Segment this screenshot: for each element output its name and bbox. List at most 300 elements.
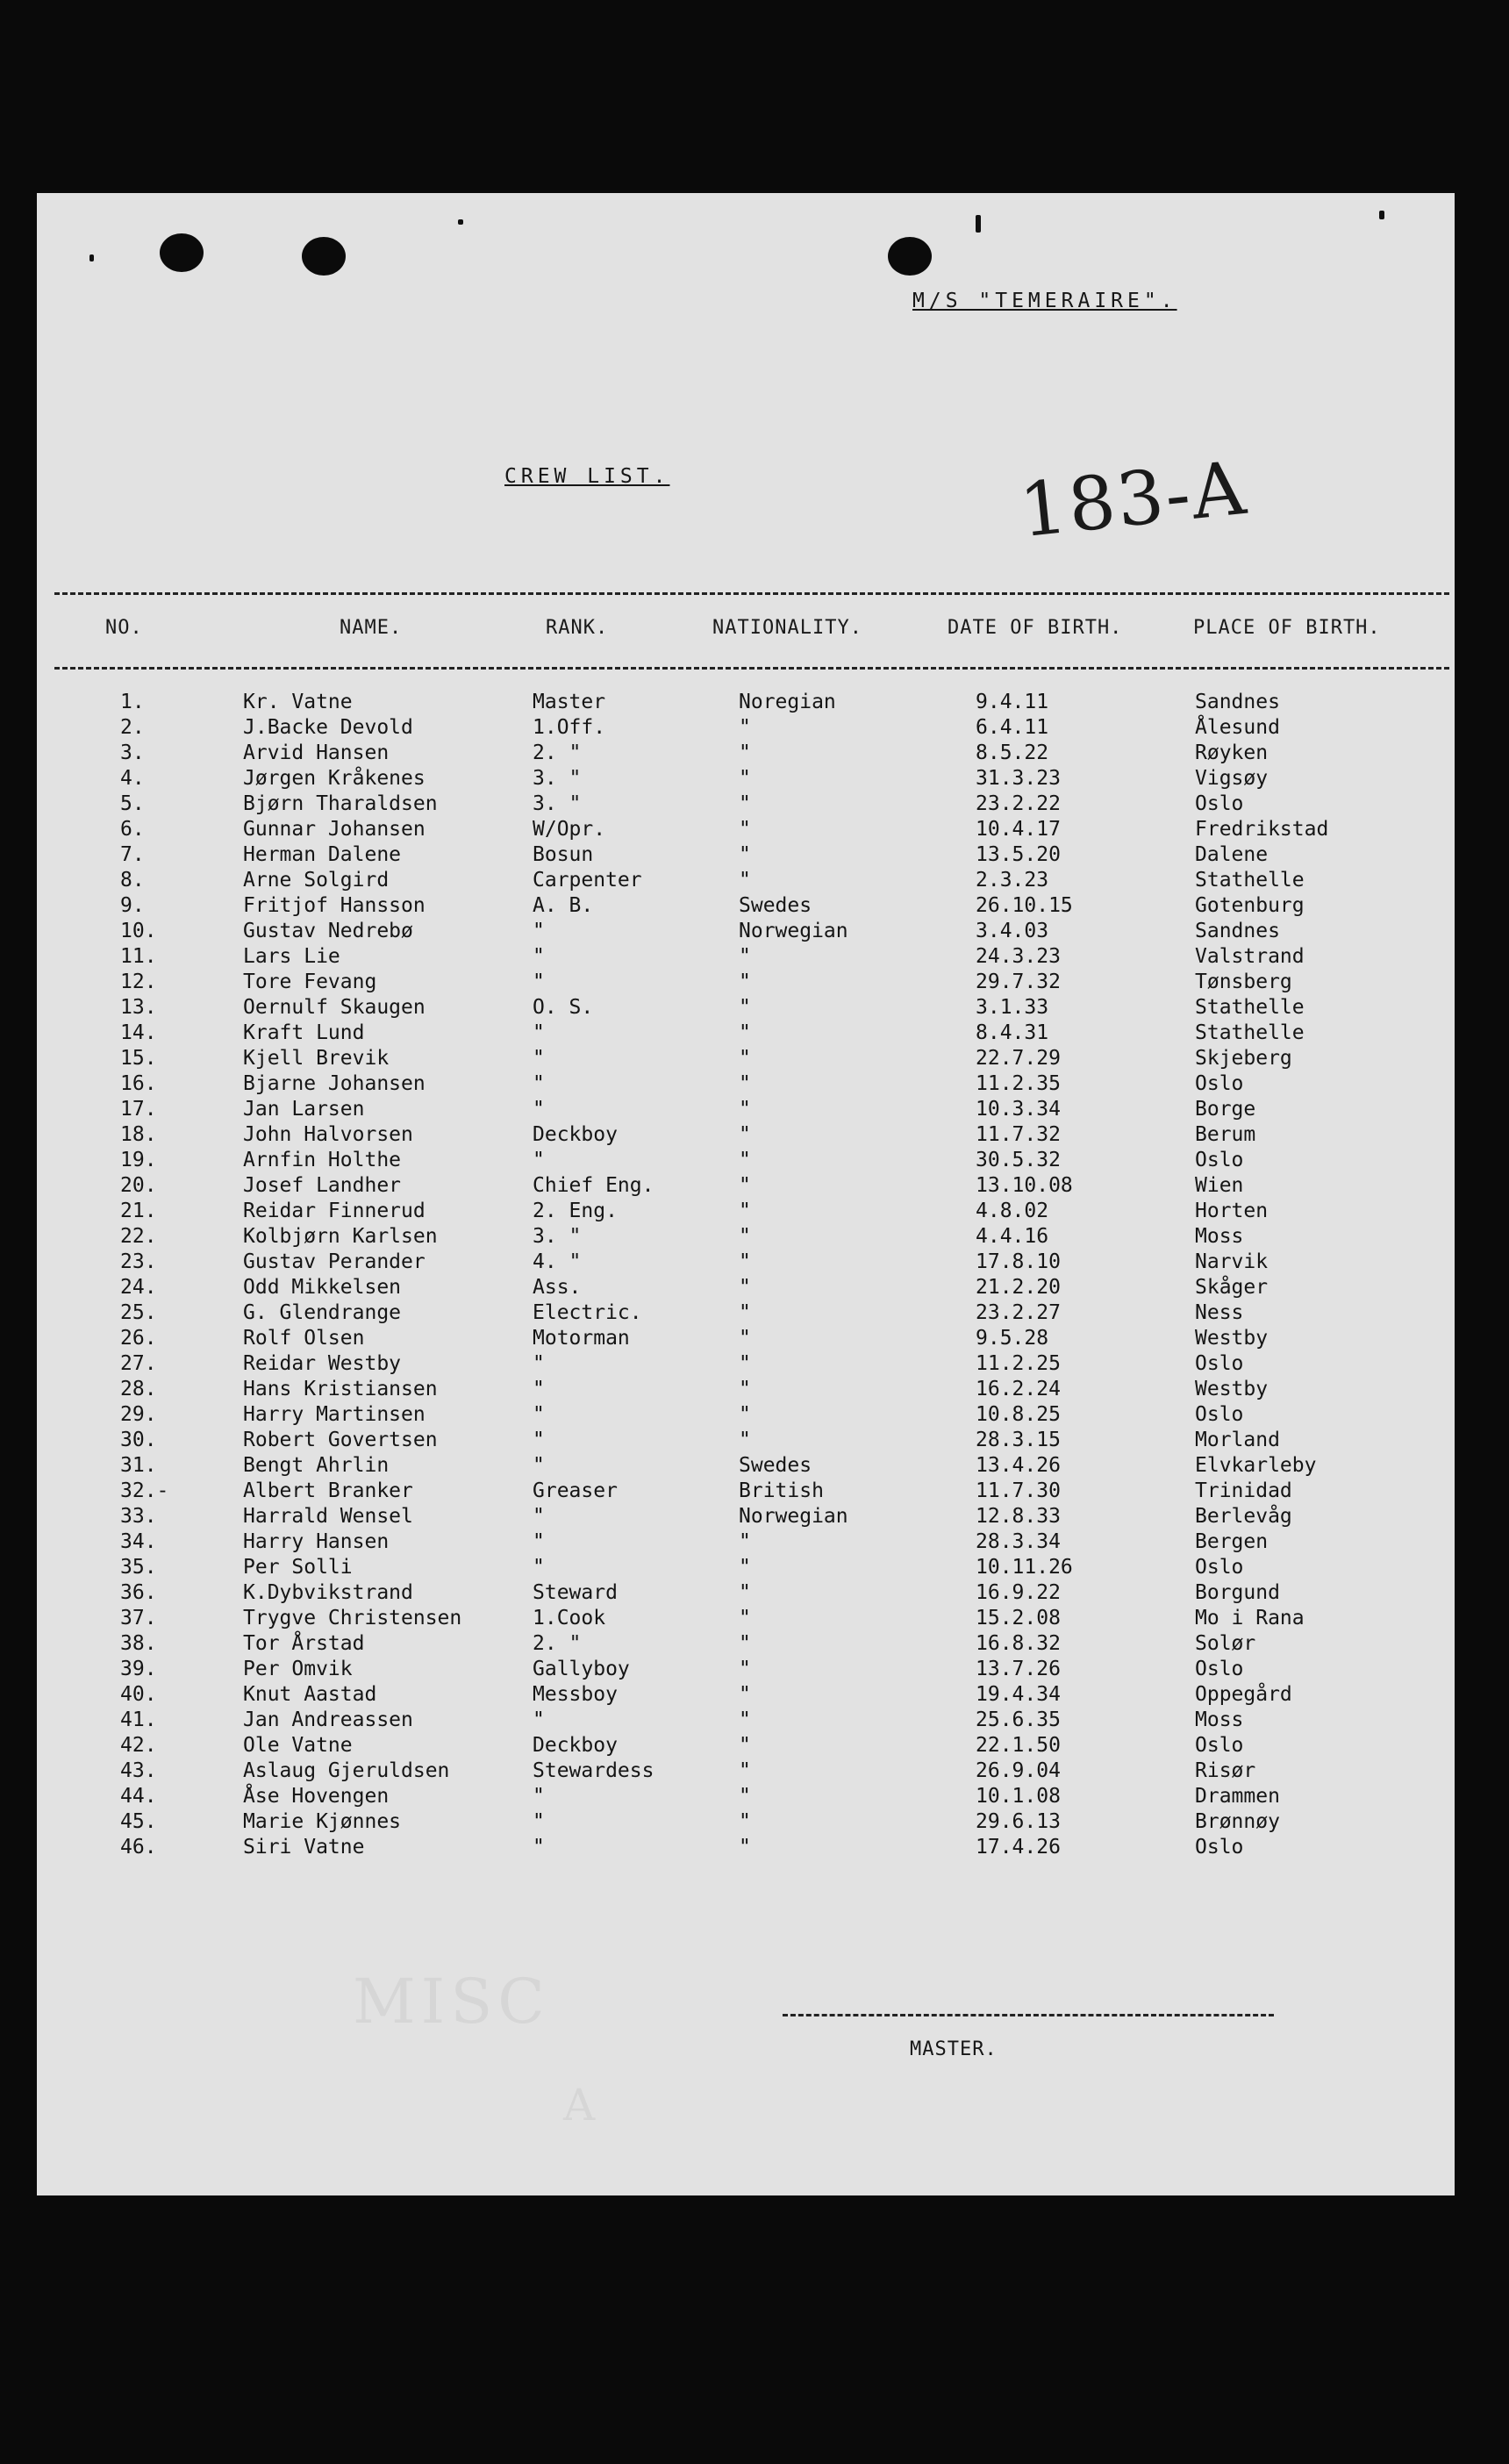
crew-name: Jørgen Kråkenes	[243, 767, 426, 790]
crew-rank: 1.Off.	[533, 716, 606, 739]
crew-rank: Master	[533, 691, 606, 713]
crew-place-of-birth: Drammen	[1195, 1785, 1280, 1808]
crew-rank: 4. "	[533, 1250, 582, 1273]
crew-place-of-birth: Oslo	[1195, 1556, 1244, 1579]
table-row	[37, 945, 1455, 971]
crew-place-of-birth: Narvik	[1195, 1250, 1269, 1273]
table-row	[37, 1836, 1455, 1861]
crew-place-of-birth: Moss	[1195, 1225, 1244, 1248]
crew-name: Jan Andreassen	[243, 1708, 413, 1731]
crew-name: Arvid Hansen	[243, 741, 390, 764]
crew-rank: 1.Cook	[533, 1607, 606, 1630]
crew-rank: Gallyboy	[533, 1658, 630, 1680]
crew-rank: "	[533, 1530, 545, 1553]
table-row	[37, 843, 1455, 869]
crew-nationality: "	[739, 1683, 751, 1706]
table-row	[37, 1429, 1455, 1454]
crew-place-of-birth: Borge	[1195, 1098, 1256, 1121]
crew-date-of-birth: 13.4.26	[976, 1454, 1061, 1477]
crew-date-of-birth: 16.8.32	[976, 1632, 1061, 1655]
crew-no: 29.	[120, 1403, 157, 1426]
crew-no: 5.	[120, 792, 145, 815]
table-row	[37, 1072, 1455, 1098]
crew-no: 35.	[120, 1556, 157, 1579]
table-row	[37, 691, 1455, 716]
table-row	[37, 996, 1455, 1021]
crew-rank: Stewardess	[533, 1759, 654, 1782]
crew-place-of-birth: Moss	[1195, 1708, 1244, 1731]
crew-name: Rolf Olsen	[243, 1327, 365, 1350]
table-row	[37, 767, 1455, 792]
crew-nationality: "	[739, 1658, 751, 1680]
bleed-through-text: A	[563, 2080, 601, 2131]
crew-no: 18.	[120, 1123, 157, 1146]
crew-place-of-birth: Stathelle	[1195, 1021, 1305, 1044]
table-row	[37, 1149, 1455, 1174]
crew-name: Kraft Lund	[243, 1021, 365, 1044]
crew-place-of-birth: Vigsøy	[1195, 767, 1269, 790]
table-row	[37, 1479, 1455, 1505]
crew-nationality: "	[739, 1072, 751, 1095]
crew-no: 30.	[120, 1429, 157, 1451]
bleed-through-text: MISC	[353, 1966, 550, 2038]
crew-no: 16.	[120, 1072, 157, 1095]
crew-date-of-birth: 8.5.22	[976, 741, 1049, 764]
crew-name: John Halvorsen	[243, 1123, 413, 1146]
crew-name: Gunnar Johansen	[243, 818, 426, 841]
crew-name: Aslaug Gjeruldsen	[243, 1759, 450, 1782]
crew-name: Per Omvik	[243, 1658, 353, 1680]
crew-no: 9.	[120, 894, 145, 917]
crew-date-of-birth: 17.8.10	[976, 1250, 1061, 1273]
crew-name: Odd Mikkelsen	[243, 1276, 402, 1299]
crew-date-of-birth: 28.3.15	[976, 1429, 1061, 1451]
crew-no: 45.	[120, 1810, 157, 1833]
crew-date-of-birth: 9.5.28	[976, 1327, 1049, 1350]
crew-no: 12.	[120, 971, 157, 993]
table-row	[37, 894, 1455, 920]
crew-nationality: "	[739, 1225, 751, 1248]
header-bottom-rule	[54, 667, 1449, 670]
crew-place-of-birth: Oslo	[1195, 1734, 1244, 1757]
crew-rank: Electric.	[533, 1301, 642, 1324]
crew-date-of-birth: 22.1.50	[976, 1734, 1061, 1757]
crew-rank: "	[533, 1429, 545, 1451]
crew-date-of-birth: 26.9.04	[976, 1759, 1061, 1782]
document-page	[37, 193, 1455, 2195]
crew-rank: "	[533, 1149, 545, 1171]
crew-nationality: "	[739, 1734, 751, 1757]
crew-name: Bengt Ahrlin	[243, 1454, 390, 1477]
crew-nationality: "	[739, 996, 751, 1019]
crew-nationality: "	[739, 1200, 751, 1222]
crew-rank: 2. "	[533, 1632, 582, 1655]
table-row	[37, 1352, 1455, 1378]
crew-no: 31.	[120, 1454, 157, 1477]
crew-nationality: "	[739, 1530, 751, 1553]
table-row	[37, 1327, 1455, 1352]
crew-date-of-birth: 16.9.22	[976, 1581, 1061, 1604]
crew-nationality: "	[739, 1556, 751, 1579]
crew-nationality: "	[739, 1327, 751, 1350]
crew-no: 34.	[120, 1530, 157, 1553]
crew-no: 15.	[120, 1047, 157, 1070]
crew-no: 11.	[120, 945, 157, 968]
crew-place-of-birth: Røyken	[1195, 741, 1269, 764]
crew-no: 1.	[120, 691, 145, 713]
crew-date-of-birth: 23.2.22	[976, 792, 1061, 815]
table-row	[37, 1556, 1455, 1581]
crew-nationality: "	[739, 792, 751, 815]
crew-nationality: British	[739, 1479, 824, 1502]
crew-no: 2.	[120, 716, 145, 739]
table-row	[37, 1708, 1455, 1734]
crew-name: Gustav Perander	[243, 1250, 426, 1273]
table-row	[37, 920, 1455, 945]
crew-nationality: "	[739, 1607, 751, 1630]
crew-name: Robert Govertsen	[243, 1429, 438, 1451]
crew-place-of-birth: Fredrikstad	[1195, 818, 1329, 841]
crew-place-of-birth: Skjeberg	[1195, 1047, 1292, 1070]
crew-nationality: "	[739, 1378, 751, 1400]
punch-hole	[160, 233, 204, 272]
crew-no: 46.	[120, 1836, 157, 1859]
crew-place-of-birth: Valstrand	[1195, 945, 1305, 968]
crew-no: 20.	[120, 1174, 157, 1197]
crew-rank: "	[533, 1505, 545, 1528]
crew-name: Josef Landher	[243, 1174, 402, 1197]
table-row	[37, 1200, 1455, 1225]
crew-place-of-birth: Gotenburg	[1195, 894, 1305, 917]
crew-place-of-birth: Tønsberg	[1195, 971, 1292, 993]
crew-name: J.Backe Devold	[243, 716, 413, 739]
crew-name: Fritjof Hansson	[243, 894, 426, 917]
crew-no: 8.	[120, 869, 145, 892]
crew-date-of-birth: 29.7.32	[976, 971, 1061, 993]
crew-rank: "	[533, 920, 545, 942]
table-row	[37, 1581, 1455, 1607]
crew-name: Gustav Nedrebø	[243, 920, 413, 942]
crew-nationality: "	[739, 1708, 751, 1731]
crew-date-of-birth: 10.11.26	[976, 1556, 1073, 1579]
crew-rank: "	[533, 1454, 545, 1477]
crew-no: 13.	[120, 996, 157, 1019]
table-row	[37, 741, 1455, 767]
crew-rank: 2. "	[533, 741, 582, 764]
crew-date-of-birth: 2.3.23	[976, 869, 1049, 892]
crew-rank: Greaser	[533, 1479, 618, 1502]
crew-nationality: "	[739, 1123, 751, 1146]
crew-name: Harry Hansen	[243, 1530, 390, 1553]
crew-rank: "	[533, 945, 545, 968]
crew-rank: "	[533, 1836, 545, 1859]
crew-date-of-birth: 11.2.35	[976, 1072, 1061, 1095]
crew-place-of-birth: Wien	[1195, 1174, 1244, 1197]
crew-name: Reidar Finnerud	[243, 1200, 426, 1222]
crew-rank: "	[533, 1403, 545, 1426]
crew-rank: "	[533, 1047, 545, 1070]
crew-nationality: "	[739, 1301, 751, 1324]
crew-no: 37.	[120, 1607, 157, 1630]
crew-date-of-birth: 12.8.33	[976, 1505, 1061, 1528]
crew-place-of-birth: Skåger	[1195, 1276, 1269, 1299]
crew-date-of-birth: 19.4.34	[976, 1683, 1061, 1706]
crew-nationality: "	[739, 1581, 751, 1604]
crew-rank: Motorman	[533, 1327, 630, 1350]
crew-name: Arnfin Holthe	[243, 1149, 402, 1171]
crew-no: 23.	[120, 1250, 157, 1273]
crew-date-of-birth: 11.2.25	[976, 1352, 1061, 1375]
crew-rank: 3. "	[533, 1225, 582, 1248]
crew-no: 19.	[120, 1149, 157, 1171]
crew-rank: "	[533, 1098, 545, 1121]
crew-rank: "	[533, 1352, 545, 1375]
crew-nationality: Norwegian	[739, 1505, 848, 1528]
crew-date-of-birth: 16.2.24	[976, 1378, 1061, 1400]
table-row	[37, 1403, 1455, 1429]
crew-place-of-birth: Sandnes	[1195, 920, 1280, 942]
header-name: NAME.	[340, 617, 403, 639]
crew-date-of-birth: 28.3.34	[976, 1530, 1061, 1553]
crew-rank: Deckboy	[533, 1123, 618, 1146]
crew-nationality: Swedes	[739, 1454, 812, 1477]
ink-speck	[458, 219, 463, 225]
crew-no: 40.	[120, 1683, 157, 1706]
crew-date-of-birth: 4.4.16	[976, 1225, 1049, 1248]
crew-name: Kjell Brevik	[243, 1047, 390, 1070]
crew-nationality: "	[739, 1810, 751, 1833]
crew-date-of-birth: 8.4.31	[976, 1021, 1049, 1044]
crew-rank: "	[533, 1072, 545, 1095]
table-row	[37, 1123, 1455, 1149]
table-row	[37, 1378, 1455, 1403]
crew-name: Kr. Vatne	[243, 691, 353, 713]
crew-place-of-birth: Westby	[1195, 1327, 1269, 1350]
table-row	[37, 1734, 1455, 1759]
crew-no: 41.	[120, 1708, 157, 1731]
table-row	[37, 1530, 1455, 1556]
crew-nationality: "	[739, 1174, 751, 1197]
crew-rank: "	[533, 1021, 545, 1044]
crew-date-of-birth: 17.4.26	[976, 1836, 1061, 1859]
punch-hole	[302, 237, 346, 276]
crew-place-of-birth: Solør	[1195, 1632, 1256, 1655]
crew-place-of-birth: Oppegård	[1195, 1683, 1292, 1706]
crew-date-of-birth: 3.1.33	[976, 996, 1049, 1019]
crew-place-of-birth: Dalene	[1195, 843, 1269, 866]
crew-place-of-birth: Berum	[1195, 1123, 1256, 1146]
page-title: CREW LIST.	[504, 465, 670, 488]
crew-no: 21.	[120, 1200, 157, 1222]
crew-no: 43.	[120, 1759, 157, 1782]
crew-nationality: "	[739, 818, 751, 841]
crew-date-of-birth: 26.10.15	[976, 894, 1073, 917]
crew-date-of-birth: 6.4.11	[976, 716, 1049, 739]
crew-name: Trygve Christensen	[243, 1607, 462, 1630]
crew-name: Kolbjørn Karlsen	[243, 1225, 438, 1248]
table-row	[37, 818, 1455, 843]
crew-name: Knut Aastad	[243, 1683, 377, 1706]
crew-date-of-birth: 29.6.13	[976, 1810, 1061, 1833]
header-nationality: NATIONALITY.	[712, 617, 862, 639]
crew-name: Herman Dalene	[243, 843, 402, 866]
crew-rank: Deckboy	[533, 1734, 618, 1757]
crew-name: Lars Lie	[243, 945, 340, 968]
crew-place-of-birth: Risør	[1195, 1759, 1256, 1782]
crew-no: 38.	[120, 1632, 157, 1655]
crew-no: 6.	[120, 818, 145, 841]
crew-rank: "	[533, 971, 545, 993]
crew-nationality: "	[739, 1632, 751, 1655]
crew-name: Harry Martinsen	[243, 1403, 426, 1426]
crew-no: 24.	[120, 1276, 157, 1299]
crew-no: 3.	[120, 741, 145, 764]
crew-rank: Bosun	[533, 843, 594, 866]
crew-place-of-birth: Sandnes	[1195, 691, 1280, 713]
table-row	[37, 1683, 1455, 1708]
crew-rank: O. S.	[533, 996, 594, 1019]
crew-no: 39.	[120, 1658, 157, 1680]
crew-place-of-birth: Stathelle	[1195, 869, 1305, 892]
crew-nationality: Swedes	[739, 894, 812, 917]
crew-name: Reidar Westby	[243, 1352, 402, 1375]
crew-date-of-birth: 11.7.30	[976, 1479, 1061, 1502]
table-row	[37, 1047, 1455, 1072]
crew-name: Hans Kristiansen	[243, 1378, 438, 1400]
crew-rank: A. B.	[533, 894, 594, 917]
crew-nationality: "	[739, 1098, 751, 1121]
crew-place-of-birth: Ness	[1195, 1301, 1244, 1324]
table-row	[37, 1098, 1455, 1123]
header-no: NO.	[105, 617, 143, 639]
crew-nationality: "	[739, 767, 751, 790]
table-row	[37, 1810, 1455, 1836]
table-row	[37, 1505, 1455, 1530]
crew-date-of-birth: 21.2.20	[976, 1276, 1061, 1299]
table-row	[37, 1250, 1455, 1276]
table-row	[37, 792, 1455, 818]
table-row	[37, 1225, 1455, 1250]
crew-rank: "	[533, 1810, 545, 1833]
crew-place-of-birth: Mo i Rana	[1195, 1607, 1305, 1630]
ink-speck	[1379, 211, 1384, 219]
ink-speck	[976, 215, 981, 233]
table-row	[37, 1658, 1455, 1683]
crew-name: Oernulf Skaugen	[243, 996, 426, 1019]
crew-nationality: "	[739, 1352, 751, 1375]
crew-name: Bjarne Johansen	[243, 1072, 426, 1095]
crew-no: 44.	[120, 1785, 157, 1808]
crew-rank: Carpenter	[533, 869, 642, 892]
crew-name: Tor Årstad	[243, 1632, 365, 1655]
crew-nationality: Norwegian	[739, 920, 848, 942]
crew-no: 32.-	[120, 1479, 169, 1502]
crew-place-of-birth: Oslo	[1195, 1836, 1244, 1859]
crew-date-of-birth: 3.4.03	[976, 920, 1049, 942]
crew-place-of-birth: Trinidad	[1195, 1479, 1292, 1502]
crew-date-of-birth: 10.8.25	[976, 1403, 1061, 1426]
crew-nationality: "	[739, 1429, 751, 1451]
crew-rank: 3. "	[533, 792, 582, 815]
header-place-of-birth: PLACE OF BIRTH.	[1193, 617, 1381, 639]
crew-nationality: "	[739, 1759, 751, 1782]
crew-place-of-birth: Borgund	[1195, 1581, 1280, 1604]
crew-rank: "	[533, 1785, 545, 1808]
table-row	[37, 1301, 1455, 1327]
header-rank: RANK.	[546, 617, 609, 639]
handwritten-reference: 183-A	[1015, 444, 1251, 555]
crew-date-of-birth: 13.7.26	[976, 1658, 1061, 1680]
crew-name: Tore Fevang	[243, 971, 377, 993]
crew-place-of-birth: Ålesund	[1195, 716, 1280, 739]
crew-no: 4.	[120, 767, 145, 790]
crew-place-of-birth: Elvkarleby	[1195, 1454, 1317, 1477]
crew-rank: Steward	[533, 1581, 618, 1604]
crew-date-of-birth: 15.2.08	[976, 1607, 1061, 1630]
crew-place-of-birth: Brønnøy	[1195, 1810, 1280, 1833]
crew-rank: 2. Eng.	[533, 1200, 618, 1222]
crew-name: Arne Solgird	[243, 869, 390, 892]
header-date-of-birth: DATE OF BIRTH.	[948, 617, 1123, 639]
crew-date-of-birth: 13.5.20	[976, 843, 1061, 866]
crew-no: 14.	[120, 1021, 157, 1044]
crew-date-of-birth: 11.7.32	[976, 1123, 1061, 1146]
crew-nationality: "	[739, 1047, 751, 1070]
punch-hole	[888, 237, 932, 276]
crew-place-of-birth: Oslo	[1195, 1072, 1244, 1095]
crew-name: G. Glendrange	[243, 1301, 402, 1324]
crew-nationality: "	[739, 741, 751, 764]
crew-nationality: "	[739, 1250, 751, 1273]
crew-name: Albert Branker	[243, 1479, 413, 1502]
crew-place-of-birth: Berlevåg	[1195, 1505, 1292, 1528]
ink-speck	[89, 254, 94, 261]
crew-place-of-birth: Oslo	[1195, 792, 1244, 815]
table-row	[37, 1174, 1455, 1200]
crew-no: 26.	[120, 1327, 157, 1350]
crew-name: Ole Vatne	[243, 1734, 353, 1757]
crew-table	[37, 691, 1455, 1861]
crew-place-of-birth: Oslo	[1195, 1658, 1244, 1680]
crew-date-of-birth: 10.4.17	[976, 818, 1061, 841]
crew-name: Marie Kjønnes	[243, 1810, 402, 1833]
crew-nationality: "	[739, 945, 751, 968]
crew-name: Per Solli	[243, 1556, 353, 1579]
crew-date-of-birth: 10.3.34	[976, 1098, 1061, 1121]
crew-nationality: "	[739, 1785, 751, 1808]
crew-name: Åse Hovengen	[243, 1785, 390, 1808]
crew-rank: "	[533, 1556, 545, 1579]
crew-no: 36.	[120, 1581, 157, 1604]
crew-no: 17.	[120, 1098, 157, 1121]
crew-no: 33.	[120, 1505, 157, 1528]
header-top-rule	[54, 592, 1449, 595]
signature-label: MASTER.	[910, 2038, 998, 2060]
table-row	[37, 1785, 1455, 1810]
crew-no: 28.	[120, 1378, 157, 1400]
crew-no: 27.	[120, 1352, 157, 1375]
crew-nationality: "	[739, 1149, 751, 1171]
crew-place-of-birth: Morland	[1195, 1429, 1280, 1451]
crew-place-of-birth: Westby	[1195, 1378, 1269, 1400]
crew-rank: Messboy	[533, 1683, 618, 1706]
crew-rank: "	[533, 1708, 545, 1731]
crew-nationality: "	[739, 843, 751, 866]
crew-place-of-birth: Oslo	[1195, 1403, 1244, 1426]
signature-line	[783, 2014, 1274, 2016]
crew-nationality: Noregian	[739, 691, 836, 713]
crew-rank: Ass.	[533, 1276, 582, 1299]
